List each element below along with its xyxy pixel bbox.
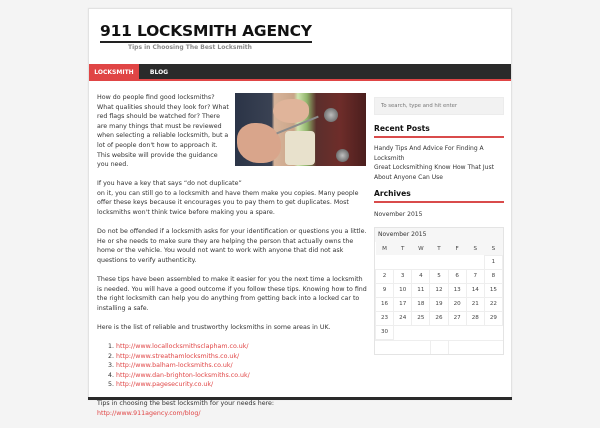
calendar-day: 27 [448, 311, 466, 325]
calendar-day: 30 [376, 325, 394, 339]
archive-link[interactable]: November 2015 [374, 211, 423, 219]
calendar-week-row [376, 255, 503, 269]
calendar-empty-cell [412, 325, 430, 339]
blog-link[interactable]: http://www.911agency.com/blog/ [97, 410, 201, 418]
calendar-day: 18 [412, 297, 430, 311]
locksmith-link[interactable]: http://www.dan-brighton-locksmiths.co.uk/ [116, 371, 250, 379]
article-paragraph: Here is the list of reliable and trustworthy locksmiths in some areas in UK. [97, 323, 331, 331]
locksmith-link[interactable]: http://www.streathamlocksmiths.co.uk/ [116, 352, 240, 360]
weekday-label: S [466, 242, 484, 255]
weekday-label: S [484, 242, 502, 255]
recent-posts-title: Recent Posts [374, 124, 504, 138]
locksmith-link[interactable]: http://www.locallocksmithsclapham.co.uk/ [116, 342, 249, 350]
site-tagline: Tips in Choosing The Best Locksmith [128, 44, 252, 51]
list-item [116, 352, 367, 362]
calendar-nav-cell [430, 341, 449, 354]
calendar-empty-cell [376, 255, 394, 269]
footer-bar [88, 397, 512, 400]
calendar-day: 1 [484, 255, 502, 269]
calendar-day: 15 [484, 283, 502, 297]
locksmith-link[interactable]: http://www.balham-locksmiths.co.uk/ [116, 362, 233, 370]
door-plate-shape [285, 131, 315, 165]
calendar-day: 9 [376, 283, 394, 297]
calendar-day: 4 [412, 269, 430, 283]
article-paragraph [97, 179, 367, 217]
calendar-empty-cell [484, 325, 502, 339]
calendar-day: 23 [376, 311, 394, 325]
calendar-empty-cell [466, 325, 484, 339]
recent-post-link[interactable]: Handy Tips And Advice For Finding A Locksmith [374, 145, 484, 162]
closing-text: Tips in choosing the best locksmith for your needs here: [97, 400, 275, 408]
lock-shape [336, 149, 349, 162]
calendar-caption: November 2015 [375, 228, 503, 242]
calendar-week-row [376, 283, 503, 297]
hand-shape [273, 99, 309, 123]
calendar-empty-cell [448, 255, 466, 269]
sidebar [374, 92, 504, 355]
main-nav [89, 64, 511, 81]
calendar-empty-cell [430, 325, 448, 339]
calendar-day: 8 [484, 269, 502, 283]
calendar-week-row [376, 269, 503, 283]
page-container [88, 8, 512, 418]
calendar-empty-cell [448, 325, 466, 339]
calendar-empty-cell [412, 255, 430, 269]
calendar-day: 10 [394, 283, 412, 297]
recent-post-link[interactable]: Great Locksmithing Know How That Just About Anyone Can Use [374, 164, 494, 181]
calendar-widget [374, 227, 504, 355]
calendar-empty-cell [394, 255, 412, 269]
site-title[interactable]: 911 LOCKSMITH AGENCY [100, 22, 312, 43]
article-paragraph: Do not be offended if a locksmith asks for your identification or questions you a little. He or she needs to make sure they are helping the person that actually owns the home or the vehicle. You would not want to work with anyone that did not ask questions to verify authenticity. [97, 228, 367, 264]
calendar-day: 29 [484, 311, 502, 325]
list-item [116, 380, 367, 390]
calendar-day: 12 [430, 283, 448, 297]
weekday-label: W [412, 242, 430, 255]
calendar-day: 17 [394, 297, 412, 311]
calendar-week-row [376, 297, 503, 311]
calendar-day: 11 [412, 283, 430, 297]
list-item [116, 371, 367, 381]
calendar-day: 25 [412, 311, 430, 325]
calendar-nav-row [375, 340, 503, 354]
search-input[interactable] [374, 97, 504, 115]
calendar-empty-cell [430, 255, 448, 269]
lock-shape [324, 108, 338, 122]
article-content [97, 93, 367, 428]
calendar-day: 6 [448, 269, 466, 283]
calendar-day: 13 [448, 283, 466, 297]
site-header [89, 9, 511, 63]
calendar-table [375, 242, 503, 340]
calendar-day: 5 [430, 269, 448, 283]
article-paragraph-line: If you have a key that says “do not duplicate” [97, 180, 242, 188]
weekday-label: T [394, 242, 412, 255]
hand-shape [237, 123, 281, 163]
calendar-day: 2 [376, 269, 394, 283]
nav-item-locksmith[interactable]: LOCKSMITH [89, 64, 139, 81]
calendar-day: 3 [394, 269, 412, 283]
calendar-empty-cell [394, 325, 412, 339]
locksmith-links-list [97, 342, 367, 390]
recent-posts-list [374, 144, 504, 182]
list-item [116, 342, 367, 352]
calendar-day: 24 [394, 311, 412, 325]
closing-paragraph [97, 399, 367, 418]
calendar-day: 21 [466, 297, 484, 311]
calendar-empty-cell [466, 255, 484, 269]
calendar-day: 26 [430, 311, 448, 325]
calendar-day: 14 [466, 283, 484, 297]
calendar-week-row [376, 311, 503, 325]
article-image [235, 93, 366, 166]
archives-title: Archives [374, 189, 504, 203]
list-item [116, 361, 367, 371]
calendar-day: 7 [466, 269, 484, 283]
calendar-day: 22 [484, 297, 502, 311]
calendar-day: 20 [448, 297, 466, 311]
weekday-label: F [448, 242, 466, 255]
locksmith-link[interactable]: http://www.pagesecurity.co.uk/ [116, 381, 214, 389]
calendar-day: 16 [376, 297, 394, 311]
calendar-day: 28 [466, 311, 484, 325]
article-paragraph: These tips have been assembled to make it easier for you the next time a locksmith is needed. You will have a good outcome if you follow these tips. Knowing how to find the right locksmith can help you do anything from getting back into a locked car to installing a safe. [97, 276, 367, 312]
calendar-week-row [376, 325, 503, 339]
article-paragraph-rest: on it, you can still go to a locksmith and have them make you copies. Many people offer these keys because it encourages you to pay them to get duplicates. Most locksmiths won't think twice before making you a spare. [97, 189, 359, 217]
calendar-day: 19 [430, 297, 448, 311]
weekday-label: M [376, 242, 394, 255]
nav-item-blog[interactable]: BLOG [149, 69, 169, 76]
calendar-body [376, 255, 503, 339]
article-paragraph: How do people find good locksmiths? What qualities should they look for? What red flags should be watched for? There are many things that must be reviewed when selecting a reliable locksmith, but a lot of people don't how to approach it. This website will provide the guidance you need. [97, 94, 229, 169]
weekday-label: T [430, 242, 448, 255]
